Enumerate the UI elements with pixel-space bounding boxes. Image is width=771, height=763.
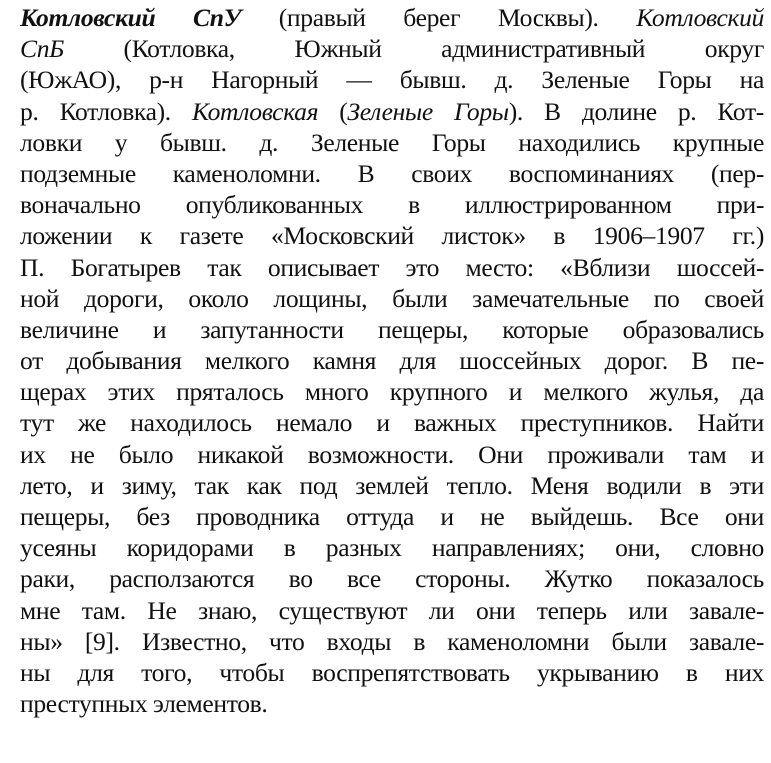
- text-line-8: ложении к газете «Московский листок» в 1906–1907 гг.): [20, 221, 764, 251]
- text-segment: (правый берег Москвы).: [241, 3, 637, 32]
- text-line-12: от добывания мелкого камня для шоссейных дорог. В пе-: [20, 346, 764, 376]
- text-line-15: их не было никакой возможности. Они проживали там и: [20, 439, 764, 469]
- italic-term: СпБ: [20, 34, 64, 64]
- text-line-16: лето, и зиму, так как под землей тепло. Меня водили в эти: [20, 470, 764, 500]
- text-line-13: щерах этих пряталось много крупного и мелкого жулья, да: [20, 377, 764, 407]
- text-segment: ). В долине р. Кот-: [508, 96, 764, 126]
- text-line-3: (ЮжАО), р-н Нагорный — бывш. д. Зеленые Горы на: [20, 65, 764, 95]
- article-page: [20, 2, 764, 719]
- text-line-6: подземные каменоломни. В своих воспоминаниях (пер-: [20, 158, 764, 188]
- entry-title: Котловский СпУ: [20, 3, 242, 32]
- text-line-9: П. Богатырев так описывает это место: «Вблизи шоссей-: [20, 252, 764, 282]
- italic-term: Котловская: [191, 96, 319, 126]
- text-segment: (Котловка, Южный административный округ: [63, 34, 764, 64]
- text-line-21: ны» [9]. Известно, что входы в каменоломни были завале-: [20, 626, 764, 656]
- text-line-17: пещеры, без проводника оттуда и не выйдешь. Все они: [20, 502, 764, 531]
- text-line-23: преступных элементов.: [20, 689, 268, 719]
- text-line-22: ны для того, чтобы воспрепятствовать укрыванию в них: [20, 657, 764, 687]
- text-line-10: ной дороги, около лощины, были замечательные по своей: [20, 283, 764, 313]
- text-segment: (: [318, 96, 348, 126]
- italic-term: Котловский: [636, 3, 764, 32]
- text-line-19: раки, расползаются во все стороны. Жутко показалось: [20, 564, 764, 594]
- text-line-4: [20, 96, 764, 127]
- text-line-2: [20, 33, 764, 64]
- text-line-5: ловки у бывш. д. Зеленые Горы находились крупные: [20, 127, 764, 157]
- text-line-14: тут же находилось немало и важных преступников. Найти: [20, 408, 764, 438]
- text-line-7: воначально опубликованных в иллюстрированном при-: [20, 190, 764, 220]
- text-line-20: мне там. Не знаю, существуют ли они теперь или завале-: [20, 595, 764, 625]
- text-segment: р. Котловка).: [20, 96, 192, 126]
- italic-term: Зеленые Горы: [347, 96, 509, 126]
- text-line-18: усеяны коридорами в разных направлениях; они, словно: [20, 533, 764, 563]
- text-line-11: величине и запутанности пещеры, которые образовались: [20, 314, 764, 344]
- text-line-1: [20, 2, 764, 33]
